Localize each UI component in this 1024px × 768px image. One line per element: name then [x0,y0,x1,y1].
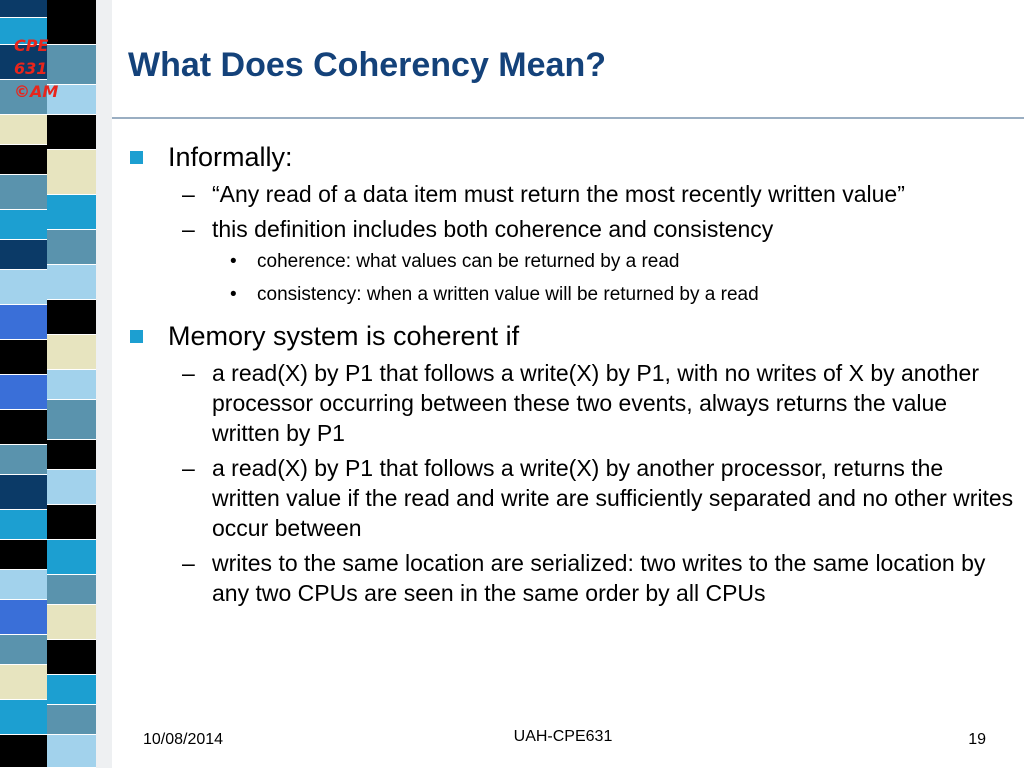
stripe-block [47,400,96,440]
stripe-column-left [0,0,47,768]
stripe-block [47,575,96,605]
sub-bullet [130,358,1014,448]
stripe-block [0,0,47,18]
dash-bullet-icon: – [182,550,195,576]
stripe-block [0,510,47,540]
sub-sub-bullet [130,249,1014,275]
stripe-block [47,675,96,705]
stripe-block [47,440,96,470]
stripe-block [0,375,47,410]
footer-page-number: 19 [968,731,986,748]
bullet-text: Informally: [168,142,293,172]
dash-bullet-icon: – [182,360,195,386]
sub-sub-bullet-text: coherence: what values can be returned by a read [257,251,680,272]
sub-bullet [130,214,1014,244]
sub-bullet [130,548,1014,608]
stripe-block [0,210,47,240]
stripe-block [47,735,96,768]
stripe-block [0,270,47,305]
stripe-block [0,700,47,735]
dash-bullet-icon: – [182,181,195,207]
title-divider [112,117,1024,119]
stripe-block [47,115,96,150]
bullet-text: Memory system is coherent if [168,321,520,351]
stripe-block [47,150,96,195]
logo-line-3: ©AM [14,82,59,101]
footer-date: 10/08/2014 [143,731,224,748]
dot-bullet-icon: • [230,284,237,305]
stripe-block [0,305,47,340]
stripe-block [0,735,47,768]
bullet-informally [130,141,1014,173]
stripe-block [0,445,47,475]
square-bullet-icon [130,330,143,343]
logo-line-2: 631 [14,59,48,78]
stripe-block [0,475,47,510]
sub-bullet-text: a read(X) by P1 that follows a write(X) by another processor, returns the written value if the read and write are sufficiently separated and no other writes occur between [212,455,1014,541]
stripe-block [0,665,47,700]
stripe-block [0,340,47,375]
bullet-memory-system [130,320,1014,352]
stripe-block [47,230,96,265]
sub-bullet [130,453,1014,543]
sub-bullet-text: “Any read of a data item must return the most recently written value” [212,181,905,207]
stripe-block [47,370,96,400]
stripe-block [0,600,47,635]
stripe-block [47,300,96,335]
stripe-block [47,505,96,540]
stripe-block [0,635,47,665]
stripe-block [47,605,96,640]
sub-bullet-text: a read(X) by P1 that follows a write(X) by P1, with no writes of X by another processor occurring between these two events, always returns the value written by P1 [212,360,980,446]
stripe-block [47,195,96,230]
sub-bullet-text: writes to the same location are serialized: two writes to the same location by any two CPUs are seen in the same order by all CPUs [212,550,986,606]
logo-line-1: CPE [14,36,49,55]
stripe-block [0,540,47,570]
footer-course: UAH-CPE631 [513,728,613,745]
slide-title: What Does Coherency Mean? [128,46,606,84]
dash-bullet-icon: – [182,216,195,242]
dot-bullet-icon: • [230,251,237,272]
sub-bullet [130,179,1014,209]
stripe-block [0,145,47,175]
sub-sub-bullet [130,282,1014,308]
slide-body [130,138,1014,613]
stripe-block [47,335,96,370]
decorative-stripe-bar [0,0,112,768]
dash-bullet-icon: – [182,455,195,481]
stripe-block [47,470,96,505]
stripe-block [0,410,47,445]
stripe-column-right [47,0,96,768]
stripe-block [0,570,47,600]
course-logo [14,34,84,103]
sub-sub-bullet-text: consistency: when a written value will be returned by a read [257,284,759,305]
stripe-block [47,540,96,575]
stripe-block [0,240,47,270]
square-bullet-icon [130,151,143,164]
stripe-block [0,115,47,145]
stripe-bar-shadow [96,0,112,768]
sub-bullet-text: this definition includes both coherence and consistency [212,216,774,242]
stripe-block [0,175,47,210]
stripe-block [47,265,96,300]
stripe-block [47,705,96,735]
stripe-block [47,640,96,675]
